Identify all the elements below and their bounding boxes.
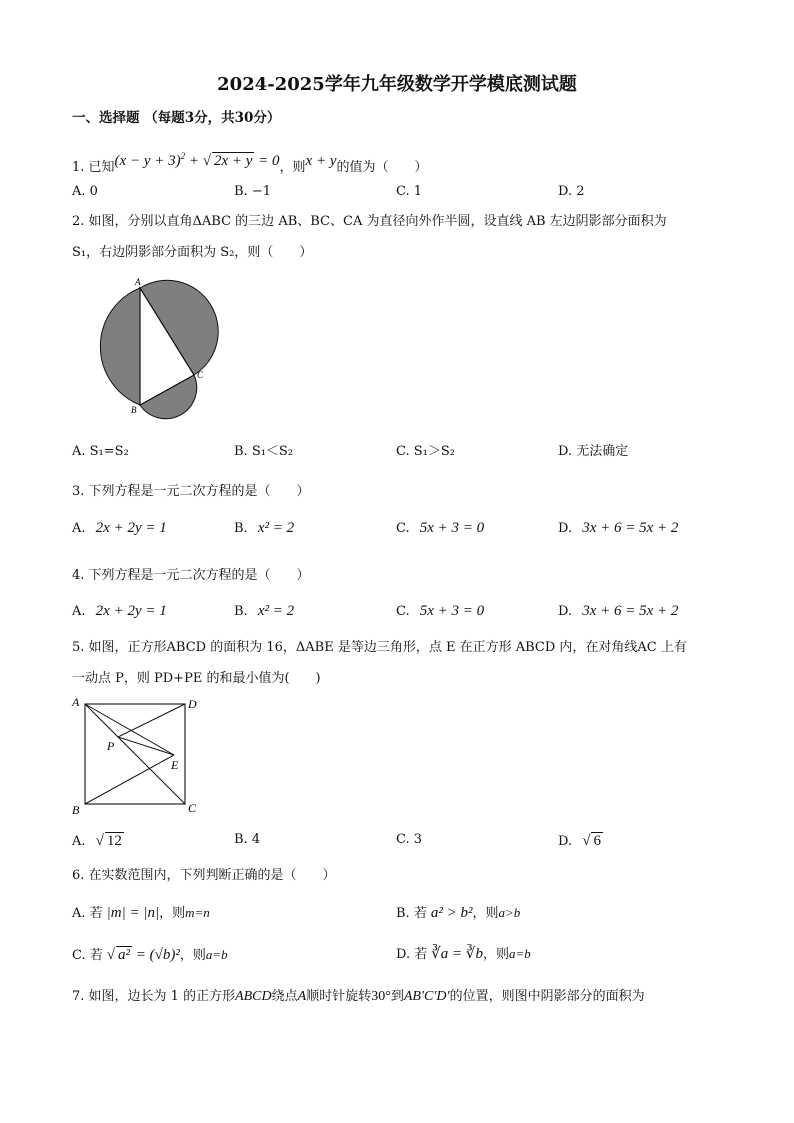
q7-part1: 7. 如图，边长为 1 的正方形 xyxy=(72,989,236,1004)
q6-d-post: ，则 xyxy=(482,947,509,962)
q1-option-c[interactable]: C. 1 xyxy=(396,184,423,199)
q6-c-expr xyxy=(107,947,180,963)
q5-option-a-expr xyxy=(96,833,124,849)
q3-option-b-letter: B. xyxy=(234,521,248,536)
q4-option-c[interactable] xyxy=(396,603,484,620)
q3-option-d-expr: 3x + 6 = 5x + 2 xyxy=(582,520,679,536)
q3-option-a[interactable] xyxy=(72,520,167,537)
q6-option-d[interactable] xyxy=(396,946,531,963)
q7-part9: 的位置，则图中阴影部分的面积为 xyxy=(449,989,645,1004)
q5-option-d-letter: D. xyxy=(558,834,573,849)
q5-option-d-expr xyxy=(582,833,603,849)
q1-option-b[interactable]: B. −1 xyxy=(234,184,271,199)
q2-option-a[interactable]: A. S₁=S₂ xyxy=(72,444,129,459)
q3-option-a-letter: A. xyxy=(72,521,86,536)
q3-option-a-expr: 2x + 2y = 1 xyxy=(95,520,167,536)
q1-equation xyxy=(115,153,280,169)
q3-stem: 3. 下列方程是一元二次方程的是（ ） xyxy=(72,484,310,499)
q6-c-post: ，则 xyxy=(179,948,206,963)
q2-left-semicircle xyxy=(100,288,140,405)
q1-num: 1. 已知 xyxy=(72,160,115,175)
q7-part5: 顺时针旋转 xyxy=(306,989,372,1004)
q2-label-a: A xyxy=(135,277,141,287)
q5-option-d-radicand: 6 xyxy=(593,833,601,849)
q1-plus: + xyxy=(185,153,203,169)
q4-option-a-expr: 2x + 2y = 1 xyxy=(95,603,167,619)
q3-option-c-letter: C. xyxy=(396,521,410,536)
q4-option-a-letter: A. xyxy=(72,604,86,619)
q7-part7: 到 xyxy=(390,989,404,1004)
q6-b-expr: a² > b² xyxy=(430,905,473,921)
q4-option-b-letter: B. xyxy=(234,604,248,619)
sqrt-icon: √ xyxy=(202,153,211,169)
q6-b-result: a>b xyxy=(498,905,521,920)
q6-c-result: a=b xyxy=(205,947,228,962)
q6-b-post: ，则 xyxy=(472,906,499,921)
q1-mid: ，则 xyxy=(279,160,306,175)
q5-stem-line1: 5. 如图，正方形ABCD 的面积为 16，ΔABE 是等边三角形，点 E 在正方形 ABCD 内，在对角线AC 上有 xyxy=(72,640,687,655)
q5-figure xyxy=(68,694,208,818)
q2-label-c: C xyxy=(197,370,204,380)
q2-figure xyxy=(70,272,230,424)
q6-c-pre: C. 若 xyxy=(72,948,103,963)
q5-label-c: C xyxy=(188,801,197,815)
q5-stem-line2: 一动点 P，则 PD+PE 的和最小值为( ) xyxy=(72,671,321,686)
q5-option-c[interactable]: C. 3 xyxy=(396,832,423,847)
q7-square-name: ABCD xyxy=(235,989,272,1004)
q2-option-c[interactable]: C. S₁＞S₂ xyxy=(396,444,455,459)
q1-stem xyxy=(72,151,428,176)
q3-option-c-expr: 5x + 3 = 0 xyxy=(419,520,485,536)
q5-label-e: E xyxy=(171,758,179,772)
q1-eq0: = 0 xyxy=(254,153,280,169)
q4-option-b-expr: x² = 2 xyxy=(257,603,295,619)
q5-label-p: P xyxy=(107,739,115,753)
q5-label-a: A xyxy=(72,695,80,709)
q7-rotated-square: AB′C′D′ xyxy=(403,989,450,1004)
q2-stem-line1: 2. 如图，分别以直角ΔABC 的三边 AB、BC、CA 为直径向外作半圆，设直线 AB 左边阴影部分面积为 xyxy=(72,214,667,229)
q6-a-result: m=n xyxy=(185,905,210,920)
q4-option-d-letter: D. xyxy=(558,604,573,619)
q6-c-expr-left: a² xyxy=(117,947,130,963)
q6-c-expr-right: = (√b)² xyxy=(131,947,180,963)
q5-label-b: B xyxy=(72,803,80,817)
q6-d-pre: D. 若 xyxy=(396,947,428,962)
q1-option-d[interactable]: D. 2 xyxy=(558,184,585,199)
q5-option-d[interactable] xyxy=(558,832,603,850)
q7-stem xyxy=(72,989,645,1005)
q4-option-c-letter: C. xyxy=(396,604,410,619)
page-title: 2024-2025学年九年级数学开学模底测试题 xyxy=(217,74,577,95)
q6-d-result: a=b xyxy=(509,946,531,961)
q7-angle: 30° xyxy=(371,989,391,1004)
q4-option-c-expr: 5x + 3 = 0 xyxy=(419,603,485,619)
q3-option-d[interactable] xyxy=(558,520,678,537)
q1-exp: 2 xyxy=(180,151,186,161)
q4-option-a[interactable] xyxy=(72,603,167,620)
q6-option-a[interactable] xyxy=(72,905,210,922)
q3-option-b[interactable] xyxy=(234,520,294,537)
q6-a-expr: |m| = |n| xyxy=(106,905,160,921)
sqrt-icon: √ xyxy=(582,833,591,849)
q2-option-d[interactable]: D. 无法确定 xyxy=(558,444,629,459)
q6-a-pre: A. 若 xyxy=(72,906,103,921)
q5-line-pd xyxy=(118,704,185,737)
q2-stem-line2: S₁，右边阴影部分面积为 S₂，则（ ） xyxy=(72,245,313,260)
q3-option-d-letter: D. xyxy=(558,521,573,536)
q7-part3: 绕点 xyxy=(271,989,298,1004)
sqrt-icon: √ xyxy=(106,947,115,963)
q3-option-b-expr: x² = 2 xyxy=(257,520,295,536)
q1-option-a[interactable]: A. 0 xyxy=(72,184,98,199)
q2-label-b: B xyxy=(131,405,137,415)
section-heading: 一、选择题 （每题3分，共30分） xyxy=(72,110,281,126)
q7-point-a: A xyxy=(297,989,307,1004)
q5-option-b[interactable]: B. 4 xyxy=(234,832,261,847)
q4-stem: 4. 下列方程是一元二次方程的是（ ） xyxy=(72,568,310,583)
q6-d-expr: ∛a = ∛b xyxy=(431,946,483,962)
q4-option-d-expr: 3x + 6 = 5x + 2 xyxy=(582,603,679,619)
q6-option-c[interactable] xyxy=(72,946,228,964)
q6-b-pre: B. 若 xyxy=(396,906,427,921)
q4-option-b[interactable] xyxy=(234,603,294,620)
q1-target: x + y xyxy=(305,153,337,169)
q1-expr-b: 2x + y xyxy=(213,153,253,169)
q3-option-c[interactable] xyxy=(396,520,484,537)
q5-option-a-radicand: 12 xyxy=(106,833,122,849)
q1-end: 的值为（ ） xyxy=(336,160,428,175)
q6-stem: 6. 在实数范围内，下列判断正确的是（ ） xyxy=(72,868,336,883)
q4-option-d[interactable] xyxy=(558,603,678,620)
q6-a-post: ，则 xyxy=(159,906,186,921)
q5-label-d: D xyxy=(188,697,197,711)
q2-option-b[interactable]: B. S₁＜S₂ xyxy=(234,444,294,459)
q1-expr-a: (x − y + 3) xyxy=(114,153,181,169)
q5-line-ae xyxy=(85,704,174,755)
sqrt-icon: √ xyxy=(95,833,104,849)
q6-option-b[interactable] xyxy=(396,905,520,922)
q5-option-a[interactable] xyxy=(72,832,124,850)
q5-option-a-letter: A. xyxy=(72,834,86,849)
